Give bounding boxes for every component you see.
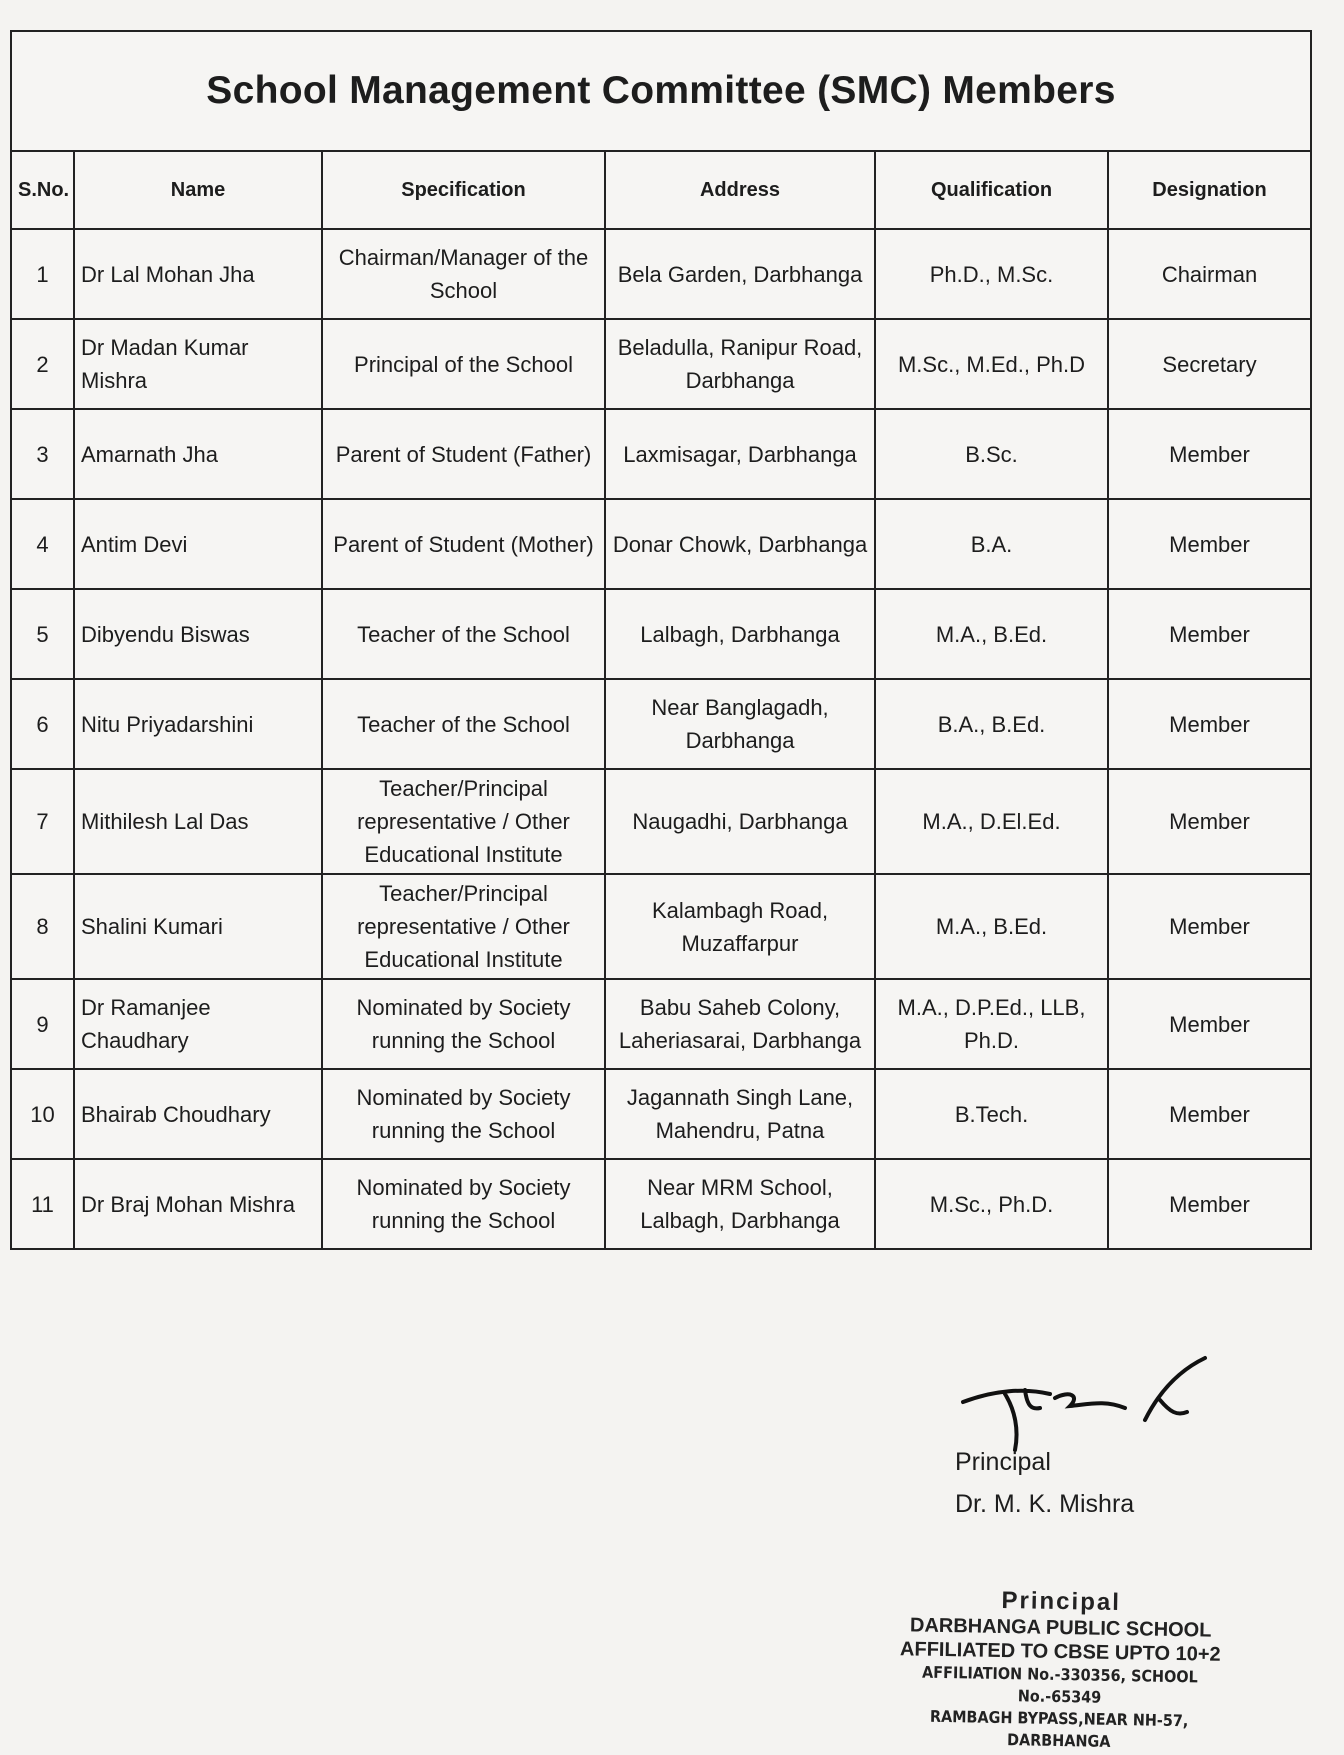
cell-address: Kalambagh Road, Muzaffarpur [605, 874, 875, 979]
cell-sno: 11 [12, 1159, 74, 1248]
cell-name: Bhairab Choudhary [74, 1069, 322, 1159]
cell-qualification: B.Sc. [875, 409, 1108, 499]
table-row [12, 1159, 1310, 1248]
cell-name: Amarnath Jha [74, 409, 322, 499]
table-row [12, 874, 1310, 979]
cell-address: Lalbagh, Darbhanga [605, 589, 875, 679]
header-name: Name [74, 152, 322, 229]
cell-sno: 6 [12, 679, 74, 769]
cell-designation: Member [1108, 589, 1310, 679]
cell-name: Dr Madan Kumar Mishra [74, 319, 322, 409]
cell-name: Antim Devi [74, 499, 322, 589]
signature-name: Dr. M. K. Mishra [955, 1490, 1135, 1518]
cell-address: Bela Garden, Darbhanga [605, 229, 875, 319]
table-row [12, 1069, 1310, 1159]
cell-qualification: Ph.D., M.Sc. [875, 229, 1108, 319]
cell-name: Nitu Priyadarshini [74, 679, 322, 769]
header-qualification: Qualification [875, 152, 1108, 229]
cell-specification: Parent of Student (Father) [322, 409, 605, 499]
table-row [12, 499, 1310, 589]
table-row [12, 769, 1310, 874]
cell-name: Dr Lal Mohan Jha [74, 229, 322, 319]
cell-address: Naugadhi, Darbhanga [605, 769, 875, 874]
cell-qualification: B.A. [875, 499, 1108, 589]
stamp-affiliation-number: AFFILIATION No.-330356, SCHOOL No.-65349 [921, 1662, 1198, 1707]
cell-address: Near Banglagadh, Darbhanga [605, 679, 875, 769]
cell-designation: Member [1108, 679, 1310, 769]
cell-address: Laxmisagar, Darbhanga [605, 409, 875, 499]
cell-qualification: M.A., B.Ed. [875, 589, 1108, 679]
header-address: Address [605, 152, 875, 229]
cell-sno: 3 [12, 409, 74, 499]
cell-specification: Teacher of the School [322, 589, 605, 679]
cell-address: Near MRM School, Lalbagh, Darbhanga [605, 1159, 875, 1248]
header-designation: Designation [1108, 152, 1310, 229]
smc-document [10, 30, 1312, 1250]
cell-qualification: B.Tech. [875, 1069, 1108, 1159]
cell-specification: Chairman/Manager of the School [322, 229, 605, 319]
cell-designation: Member [1108, 874, 1310, 979]
cell-designation: Member [1108, 409, 1310, 499]
stamp-address: RAMBAGH BYPASS,NEAR NH-57, DARBHANGA [929, 1706, 1189, 1751]
cell-specification: Nominated by Society running the School [322, 979, 605, 1069]
cell-sno: 7 [12, 769, 74, 874]
cell-qualification: B.A., B.Ed. [875, 679, 1108, 769]
table-row [12, 979, 1310, 1069]
cell-address: Jagannath Singh Lane, Mahendru, Patna [605, 1069, 875, 1159]
cell-qualification: M.Sc., M.Ed., Ph.D [875, 319, 1108, 409]
table-row [12, 409, 1310, 499]
cell-qualification: M.A., D.El.Ed. [875, 769, 1108, 874]
cell-sno: 2 [12, 319, 74, 409]
cell-designation: Member [1108, 1069, 1310, 1159]
page-title: School Management Committee (SMC) Members [12, 32, 1310, 152]
cell-designation: Member [1108, 769, 1310, 874]
table-body [12, 229, 1310, 1248]
cell-specification: Teacher/Principal representative / Other Educational Institute [322, 769, 605, 874]
header-specification: Specification [322, 152, 605, 229]
stamp-school-name: DARBHANGA PUBLIC SCHOOL [909, 1614, 1212, 1642]
cell-qualification: M.A., D.P.Ed., LLB, Ph.D. [875, 979, 1108, 1069]
stamp-affiliation: AFFILIATED TO CBSE UPTO 10+2 [899, 1638, 1221, 1666]
school-stamp [879, 1585, 1242, 1755]
cell-qualification: M.A., B.Ed. [875, 874, 1108, 979]
cell-sno: 1 [12, 229, 74, 319]
cell-sno: 10 [12, 1069, 74, 1159]
cell-designation: Member [1108, 1159, 1310, 1248]
cell-designation: Chairman [1108, 229, 1310, 319]
cell-sno: 4 [12, 499, 74, 589]
table-row [12, 319, 1310, 409]
cell-specification: Parent of Student (Mother) [322, 499, 605, 589]
cell-name: Mithilesh Lal Das [74, 769, 322, 874]
cell-specification: Teacher of the School [322, 679, 605, 769]
table-row [12, 589, 1310, 679]
signature-role: Principal [955, 1448, 1051, 1476]
cell-address: Donar Chowk, Darbhanga [605, 499, 875, 589]
table-row [12, 229, 1310, 319]
cell-sno: 8 [12, 874, 74, 979]
cell-specification: Nominated by Society running the School [322, 1159, 605, 1248]
table-row [12, 679, 1310, 769]
cell-specification: Nominated by Society running the School [322, 1069, 605, 1159]
members-table [12, 152, 1310, 1248]
cell-designation: Member [1108, 499, 1310, 589]
cell-sno: 5 [12, 589, 74, 679]
stamp-title: Principal [1001, 1586, 1122, 1617]
cell-designation: Member [1108, 979, 1310, 1069]
table-header-row [12, 152, 1310, 229]
cell-address: Beladulla, Ranipur Road, Darbhanga [605, 319, 875, 409]
cell-sno: 9 [12, 979, 74, 1069]
header-sno: S.No. [12, 152, 74, 229]
cell-name: Shalini Kumari [74, 874, 322, 979]
signature-scribble [955, 1350, 1235, 1500]
cell-specification: Principal of the School [322, 319, 605, 409]
cell-address: Babu Saheb Colony, Laheriasarai, Darbhanga [605, 979, 875, 1069]
cell-qualification: M.Sc., Ph.D. [875, 1159, 1108, 1248]
cell-name: Dr Ramanjee Chaudhary [74, 979, 322, 1069]
cell-name: Dr Braj Mohan Mishra [74, 1159, 322, 1248]
cell-specification: Teacher/Principal representative / Other Educational Institute [322, 874, 605, 979]
cell-designation: Secretary [1108, 319, 1310, 409]
cell-name: Dibyendu Biswas [74, 589, 322, 679]
